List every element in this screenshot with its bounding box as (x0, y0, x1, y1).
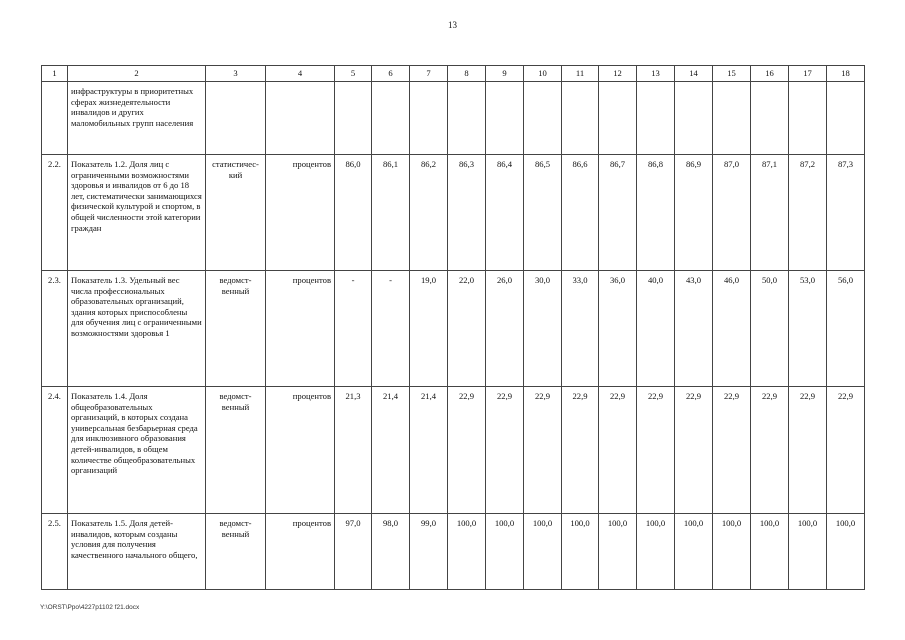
data-source: ведомст-венный (206, 514, 266, 590)
column-number-13: 13 (637, 66, 675, 82)
indicator-value (410, 82, 448, 155)
indicator-value: 22,9 (637, 387, 675, 514)
column-number-12: 12 (599, 66, 637, 82)
indicator-value: 100,0 (713, 514, 751, 590)
indicator-value: 87,1 (751, 155, 789, 271)
column-number-7: 7 (410, 66, 448, 82)
indicator-value: 100,0 (637, 514, 675, 590)
indicator-value: 86,2 (410, 155, 448, 271)
indicator-value: 22,9 (675, 387, 713, 514)
file-path-footer: Y:\ORST\Ppo\4227p1102 f21.docx (40, 604, 140, 611)
indicator-value: 100,0 (448, 514, 486, 590)
indicator-value: 100,0 (789, 514, 827, 590)
indicator-value: 100,0 (486, 514, 524, 590)
table-row (42, 155, 865, 271)
data-source: ведомст-венный (206, 387, 266, 514)
indicator-value (827, 82, 865, 155)
indicator-value (599, 82, 637, 155)
column-number-17: 17 (789, 66, 827, 82)
unit-of-measure: процентов (266, 387, 335, 514)
indicator-table (41, 65, 865, 590)
indicator-value: 100,0 (599, 514, 637, 590)
row-number (42, 82, 68, 155)
data-source (206, 82, 266, 155)
indicator-value (335, 82, 372, 155)
indicator-value: 22,9 (789, 387, 827, 514)
indicator-name: Показатель 1.5. Доля детей-инвалидов, которым созданы условия для получения качественного начального общего, (68, 514, 206, 590)
column-number-15: 15 (713, 66, 751, 82)
row-number: 2.3. (42, 271, 68, 387)
indicator-value: 86,1 (372, 155, 410, 271)
indicator-value: 19,0 (410, 271, 448, 387)
indicator-value: 21,3 (335, 387, 372, 514)
indicator-value: 86,0 (335, 155, 372, 271)
unit-of-measure: процентов (266, 271, 335, 387)
indicator-value: 86,3 (448, 155, 486, 271)
indicator-value: 22,9 (827, 387, 865, 514)
column-number-5: 5 (335, 66, 372, 82)
indicator-value: 22,9 (562, 387, 599, 514)
indicator-value (789, 82, 827, 155)
indicator-value (562, 82, 599, 155)
data-source: статистичес-кий (206, 155, 266, 271)
indicator-value: 86,8 (637, 155, 675, 271)
column-number-1: 1 (42, 66, 68, 82)
column-number-8: 8 (448, 66, 486, 82)
indicator-value: 100,0 (524, 514, 562, 590)
indicator-value (675, 82, 713, 155)
indicator-value (524, 82, 562, 155)
indicator-value: 100,0 (675, 514, 713, 590)
indicator-value: 100,0 (751, 514, 789, 590)
column-number-14: 14 (675, 66, 713, 82)
indicator-value: 87,0 (713, 155, 751, 271)
indicator-value: 87,3 (827, 155, 865, 271)
indicator-value: 86,7 (599, 155, 637, 271)
indicator-value (486, 82, 524, 155)
indicator-value: 97,0 (335, 514, 372, 590)
indicator-value (448, 82, 486, 155)
column-number-18: 18 (827, 66, 865, 82)
column-number-11: 11 (562, 66, 599, 82)
indicator-name: Показатель 1.4. Доля общеобразовательных организаций, в которых создана универсальная безбарьерная среда для инклюзивного образования детей-инвалидов, в общем количестве общеобразовательных организаций (68, 387, 206, 514)
indicator-value (637, 82, 675, 155)
indicator-value: - (335, 271, 372, 387)
column-number-16: 16 (751, 66, 789, 82)
data-source: ведомст-венный (206, 271, 266, 387)
indicator-value: 22,9 (524, 387, 562, 514)
page-number: 13 (448, 20, 457, 30)
indicator-value: 22,9 (751, 387, 789, 514)
indicator-value: 21,4 (410, 387, 448, 514)
unit-of-measure: процентов (266, 155, 335, 271)
column-number-3: 3 (206, 66, 266, 82)
indicator-value: 86,5 (524, 155, 562, 271)
indicator-value: 22,0 (448, 271, 486, 387)
indicator-name: Показатель 1.3. Удельный вес числа профессиональных образовательных организаций, здания которых приспособлены для обучения лиц с ограниченными возможностями здоровья 1 (68, 271, 206, 387)
indicator-value: 56,0 (827, 271, 865, 387)
indicator-value (713, 82, 751, 155)
indicator-value: 98,0 (372, 514, 410, 590)
indicator-value: 86,4 (486, 155, 524, 271)
unit-of-measure (266, 82, 335, 155)
unit-of-measure: процентов (266, 514, 335, 590)
indicator-value: 86,6 (562, 155, 599, 271)
table-row (42, 387, 865, 514)
indicator-name: Показатель 1.2. Доля лиц с ограниченными возможностями здоровья и инвалидов от 6 до 18 лет, систематически занимающихся физической культурой и спортом, в общей численности этой категории граждан (68, 155, 206, 271)
indicator-value: 86,9 (675, 155, 713, 271)
indicator-value: 100,0 (562, 514, 599, 590)
column-number-6: 6 (372, 66, 410, 82)
indicator-value: 43,0 (675, 271, 713, 387)
indicator-value: 50,0 (751, 271, 789, 387)
indicator-value: 22,9 (448, 387, 486, 514)
row-number: 2.4. (42, 387, 68, 514)
indicator-value: 40,0 (637, 271, 675, 387)
indicator-value: 46,0 (713, 271, 751, 387)
indicator-value: 22,9 (599, 387, 637, 514)
indicator-value: 87,2 (789, 155, 827, 271)
indicator-value: 100,0 (827, 514, 865, 590)
column-number-10: 10 (524, 66, 562, 82)
row-number: 2.2. (42, 155, 68, 271)
indicator-value: 30,0 (524, 271, 562, 387)
table-row (42, 82, 865, 155)
indicator-value: 21,4 (372, 387, 410, 514)
indicator-value: 36,0 (599, 271, 637, 387)
indicator-value (372, 82, 410, 155)
indicator-value: 99,0 (410, 514, 448, 590)
indicator-value: 22,9 (713, 387, 751, 514)
table-row (42, 514, 865, 590)
column-number-2: 2 (68, 66, 206, 82)
indicator-name: инфраструктуры в приоритетных сферах жизнедеятельности инвалидов и других маломобильных групп населения (68, 82, 206, 155)
indicator-value (751, 82, 789, 155)
indicator-value: - (372, 271, 410, 387)
column-number-9: 9 (486, 66, 524, 82)
indicator-value: 26,0 (486, 271, 524, 387)
row-number: 2.5. (42, 514, 68, 590)
indicator-value: 33,0 (562, 271, 599, 387)
column-number-4: 4 (266, 66, 335, 82)
table-row (42, 271, 865, 387)
indicator-value: 22,9 (486, 387, 524, 514)
column-number-row (42, 66, 865, 82)
indicator-value: 53,0 (789, 271, 827, 387)
